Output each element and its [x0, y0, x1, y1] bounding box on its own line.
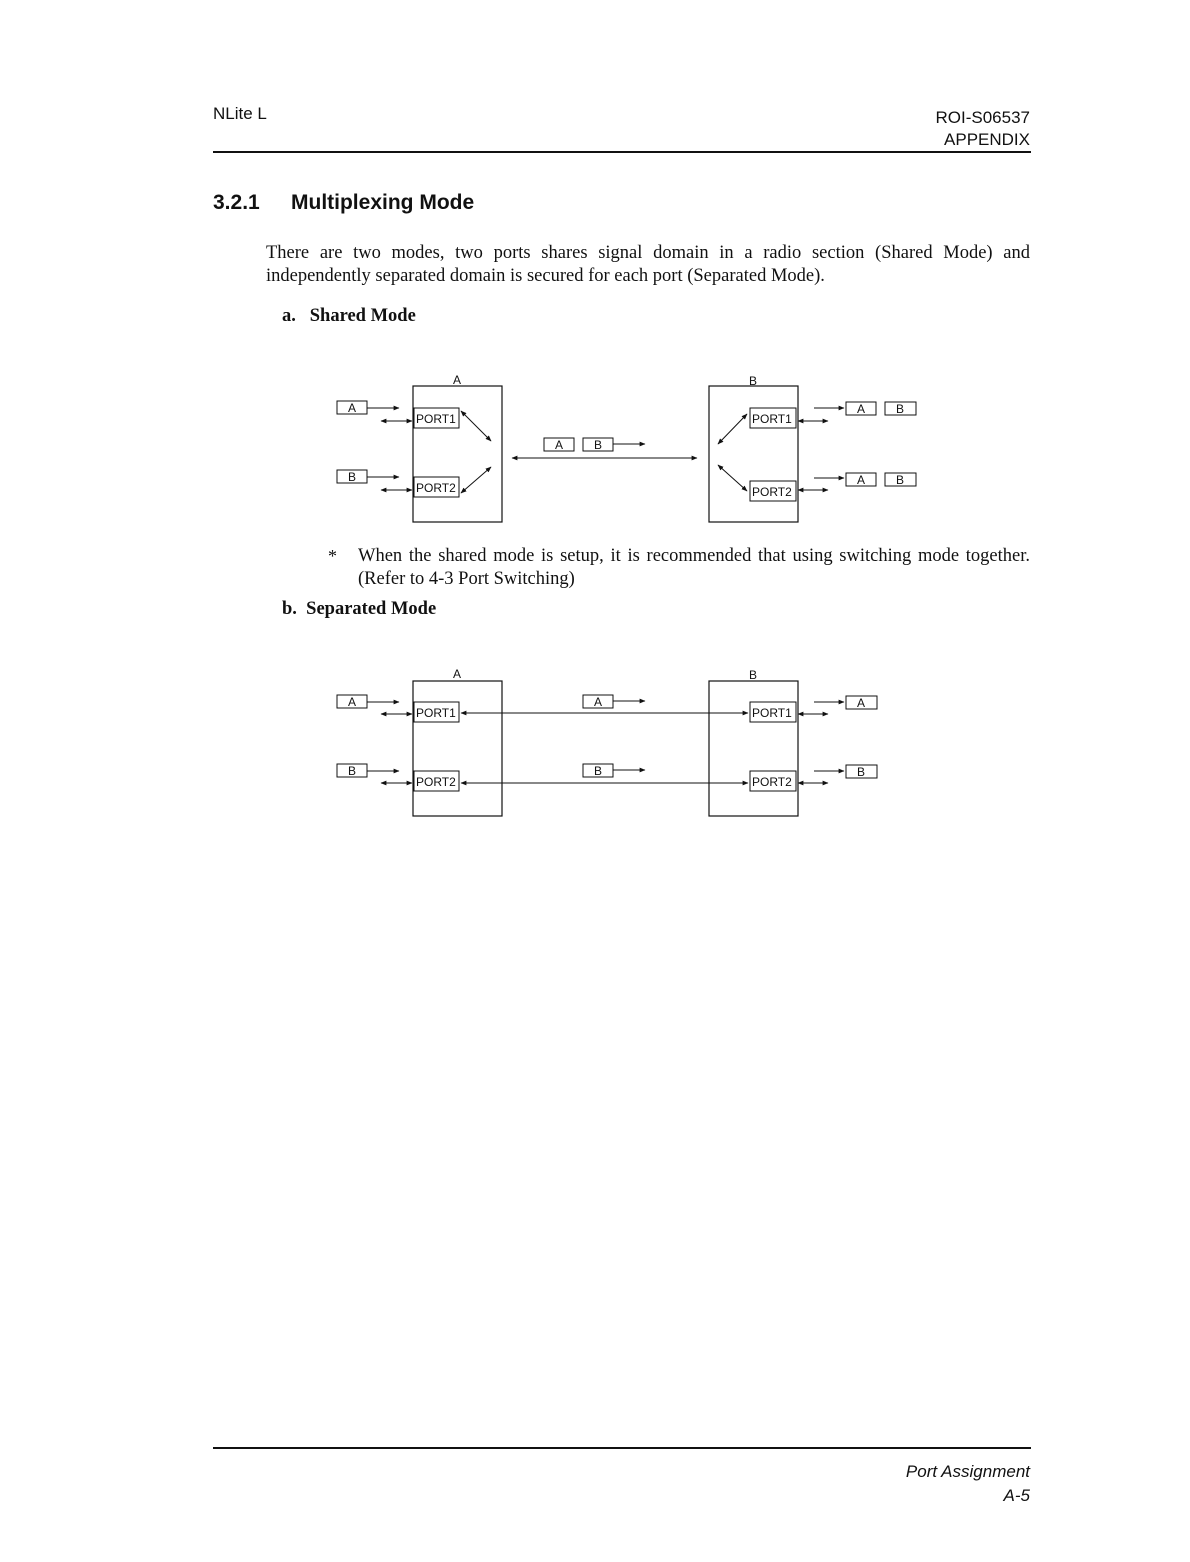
- shared-station-a-box: [413, 386, 502, 522]
- separated-out-signal-a-label: A: [857, 696, 866, 710]
- shared-station-a-label: A: [452, 373, 462, 387]
- shared-in-signal-b-label: B: [348, 470, 357, 484]
- shared-out1-signal-a-label: A: [857, 402, 866, 416]
- shared-station-b-label: B: [748, 374, 758, 388]
- shared-mode-heading: a. Shared Mode: [282, 306, 416, 326]
- shared-station-b-box: [709, 386, 798, 522]
- footer-rule: [213, 1447, 1031, 1449]
- separated-station-b-box: [709, 681, 798, 816]
- intro-paragraph: There are two modes, two ports shares signal domain in a radio section (Shared Mode) and independently separated domain is secured for each port (Separated Mode).: [266, 243, 1030, 286]
- header-product: NLite L: [213, 104, 267, 123]
- separated-out-signal-b-label: B: [857, 765, 866, 779]
- shared-a-port1-label: PORT1: [416, 412, 456, 426]
- shared-a-port2-label: PORT2: [416, 481, 456, 495]
- separated-mode-heading: b. Separated Mode: [282, 599, 437, 619]
- separated-b-port2-label: PORT2: [752, 775, 792, 789]
- footer-page-number: A-5: [1003, 1486, 1030, 1505]
- separated-in-signal-b-label: B: [348, 764, 357, 778]
- footer-section: Port Assignment: [905, 1462, 1030, 1481]
- header-section-label: APPENDIX: [944, 130, 1030, 149]
- shared-out1-signal-b-label: B: [896, 402, 905, 416]
- separated-link2-signal-b-label: B: [594, 764, 603, 778]
- separated-station-b-label: B: [748, 668, 758, 682]
- separated-link1-signal-a-label: A: [594, 695, 603, 709]
- section-title: Multiplexing Mode: [291, 191, 475, 214]
- header-right: [730, 107, 1030, 151]
- separated-a-port1-label: PORT1: [416, 706, 456, 720]
- note-marker: *: [328, 546, 337, 566]
- shared-link-signal-b-label: B: [594, 438, 603, 452]
- shared-in-signal-a-label: A: [348, 401, 357, 415]
- shared-out2-signal-b-label: B: [896, 473, 905, 487]
- section-number: 3.2.1: [213, 191, 260, 214]
- shared-b-port2-label: PORT2: [752, 485, 792, 499]
- separated-a-port2-label: PORT2: [416, 775, 456, 789]
- separated-station-a-box: [413, 681, 502, 816]
- shared-link-signal-a-label: A: [555, 438, 564, 452]
- header-doc-number: ROI-S06537: [935, 108, 1030, 127]
- note-text: When the shared mode is setup, it is recommended that using switching mode together. (Refer to 4-3 Port Switching): [358, 546, 1030, 589]
- separated-in-signal-a-label: A: [348, 695, 357, 709]
- shared-out2-signal-a-label: A: [857, 473, 866, 487]
- shared-b-port1-label: PORT1: [752, 412, 792, 426]
- separated-station-a-label: A: [452, 667, 462, 681]
- shared-mode-diagram: [0, 360, 1190, 540]
- separated-mode-diagram: [0, 660, 1190, 825]
- header-rule: [213, 151, 1031, 153]
- separated-b-port1-label: PORT1: [752, 706, 792, 720]
